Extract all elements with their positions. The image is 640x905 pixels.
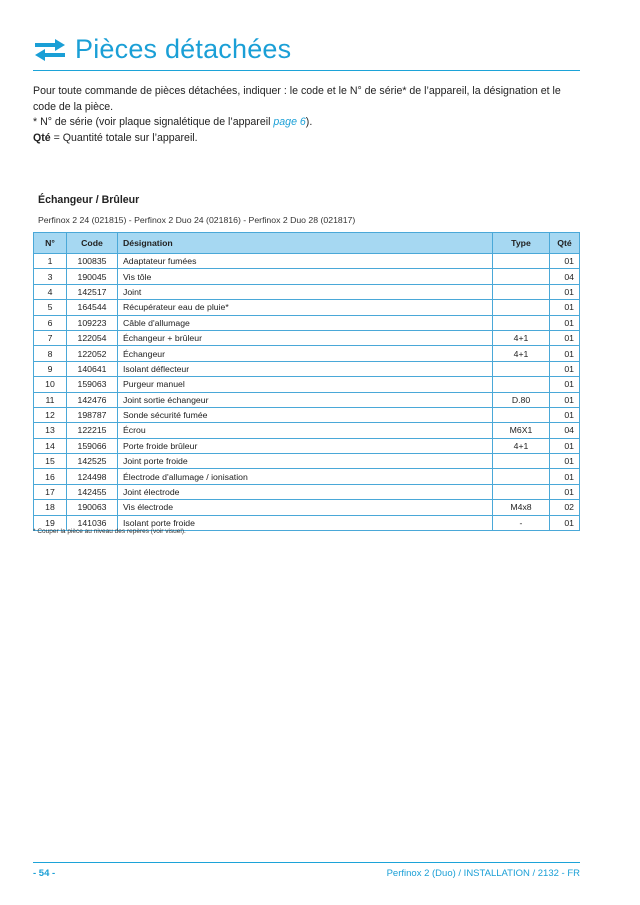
cell-num: 6 <box>34 315 67 330</box>
cell-type: 4+1 <box>493 346 550 361</box>
cell-code: 159063 <box>67 377 118 392</box>
cell-type <box>493 254 550 269</box>
table-row <box>34 454 580 469</box>
cell-designation: Purgeur manuel <box>118 377 493 392</box>
cell-code: 122052 <box>67 346 118 361</box>
cell-qte: 01 <box>550 284 580 299</box>
cell-designation: Échangeur + brûleur <box>118 330 493 345</box>
table-header-row <box>34 233 580 254</box>
table-row <box>34 254 580 269</box>
table-row <box>34 330 580 345</box>
cell-num: 15 <box>34 454 67 469</box>
cell-qte: 01 <box>550 438 580 453</box>
cell-code: 100835 <box>67 254 118 269</box>
cell-type: D.80 <box>493 392 550 407</box>
exchange-arrows-icon <box>33 38 67 62</box>
cell-num: 16 <box>34 469 67 484</box>
table-row <box>34 361 580 376</box>
cell-type <box>493 454 550 469</box>
cell-designation: Câble d'allumage <box>118 315 493 330</box>
cell-code: 190045 <box>67 269 118 284</box>
cell-type <box>493 300 550 315</box>
page-title: Pièces détachées <box>75 34 292 64</box>
cell-type <box>493 315 550 330</box>
cell-designation: Vis électrode <box>118 500 493 515</box>
serial-note <box>33 115 580 131</box>
cell-qte: 01 <box>550 361 580 376</box>
cell-num: 9 <box>34 361 67 376</box>
cell-qte: 01 <box>550 392 580 407</box>
document-reference: Perfinox 2 (Duo) / INSTALLATION / 2132 - FR <box>386 868 580 879</box>
cell-num: 3 <box>34 269 67 284</box>
table-row <box>34 392 580 407</box>
cell-qte: 01 <box>550 469 580 484</box>
table-row <box>34 500 580 515</box>
cell-code: 141036 <box>67 515 118 530</box>
cell-code: 122215 <box>67 423 118 438</box>
header-code: Code <box>67 233 118 254</box>
qte-text: = Quantité totale sur l’appareil. <box>50 131 198 144</box>
cell-type <box>493 377 550 392</box>
table-row <box>34 423 580 438</box>
cell-qte: 01 <box>550 407 580 422</box>
header-designation: Désignation <box>118 233 493 254</box>
cell-designation: Joint sortie échangeur <box>118 392 493 407</box>
cell-type <box>493 269 550 284</box>
cell-num: 18 <box>34 500 67 515</box>
cell-num: 1 <box>34 254 67 269</box>
table-row <box>34 484 580 499</box>
page-header <box>33 34 580 71</box>
parts-table <box>33 232 580 531</box>
serial-note-prefix: * N° de série (voir plaque signalétique de l’appareil <box>33 116 274 128</box>
cell-designation: Isolant porte froide <box>118 515 493 530</box>
table-row <box>34 346 580 361</box>
cell-type <box>493 361 550 376</box>
cell-type <box>493 484 550 499</box>
cell-code: 159066 <box>67 438 118 453</box>
table-row <box>34 469 580 484</box>
footnote: * Couper la pièce au niveau des repères (voir visuel). <box>33 528 186 535</box>
qte-note <box>33 131 580 147</box>
cell-num: 12 <box>34 407 67 422</box>
cell-designation: Sonde sécurité fumée <box>118 407 493 422</box>
header-num: N° <box>34 233 67 254</box>
cell-type <box>493 407 550 422</box>
table-row <box>34 300 580 315</box>
cell-num: 10 <box>34 377 67 392</box>
cell-code: 198787 <box>67 407 118 422</box>
cell-designation: Joint porte froide <box>118 454 493 469</box>
cell-type: 4+1 <box>493 438 550 453</box>
cell-type: M4x8 <box>493 500 550 515</box>
cell-designation: Porte froide brûleur <box>118 438 493 453</box>
cell-qte: 01 <box>550 315 580 330</box>
cell-code: 109223 <box>67 315 118 330</box>
cell-type <box>493 284 550 299</box>
cell-num: 14 <box>34 438 67 453</box>
qte-label: Qté <box>33 131 51 144</box>
table-row <box>34 269 580 284</box>
cell-designation: Isolant déflecteur <box>118 361 493 376</box>
table-row <box>34 377 580 392</box>
cell-designation: Joint <box>118 284 493 299</box>
cell-qte: 01 <box>550 254 580 269</box>
cell-designation: Électrode d'allumage / ionisation <box>118 469 493 484</box>
table-row <box>34 438 580 453</box>
cell-qte: 01 <box>550 300 580 315</box>
cell-designation: Récupérateur eau de pluie* <box>118 300 493 315</box>
cell-code: 142517 <box>67 284 118 299</box>
intro-paragraph: Pour toute commande de pièces détachées, indiquer : le code et le N° de série* de l’appareil, la désignation et le code de la pièce. <box>33 85 561 113</box>
cell-code: 142525 <box>67 454 118 469</box>
cell-code: 190063 <box>67 500 118 515</box>
cell-type: M6X1 <box>493 423 550 438</box>
cell-code: 140641 <box>67 361 118 376</box>
cell-num: 11 <box>34 392 67 407</box>
models-line: Perfinox 2 24 (021815) - Perfinox 2 Duo 24 (021816) - Perfinox 2 Duo 28 (021817) <box>38 215 356 225</box>
cell-code: 142476 <box>67 392 118 407</box>
cell-qte: 04 <box>550 423 580 438</box>
intro-text <box>33 84 580 146</box>
cell-code: 142455 <box>67 484 118 499</box>
cell-num: 4 <box>34 284 67 299</box>
cell-type <box>493 469 550 484</box>
header-qte: Qté <box>550 233 580 254</box>
table-row <box>34 284 580 299</box>
cell-designation: Échangeur <box>118 346 493 361</box>
page-number: - 54 - <box>33 868 56 879</box>
cell-num: 8 <box>34 346 67 361</box>
cell-num: 7 <box>34 330 67 345</box>
cell-qte: 02 <box>550 500 580 515</box>
cell-designation: Adaptateur fumées <box>118 254 493 269</box>
cell-qte: 01 <box>550 484 580 499</box>
cell-qte: 01 <box>550 346 580 361</box>
cell-num: 17 <box>34 484 67 499</box>
cell-qte: 04 <box>550 269 580 284</box>
cell-designation: Vis tôle <box>118 269 493 284</box>
table-body <box>34 254 580 531</box>
cell-type: 4+1 <box>493 330 550 345</box>
cell-code: 164544 <box>67 300 118 315</box>
cell-num: 5 <box>34 300 67 315</box>
cell-code: 124498 <box>67 469 118 484</box>
section-title: Échangeur / Brûleur <box>38 194 140 206</box>
cell-code: 122054 <box>67 330 118 345</box>
cell-num: 19 <box>34 515 67 530</box>
cell-qte: 01 <box>550 515 580 530</box>
cell-designation: Écrou <box>118 423 493 438</box>
cell-designation: Joint électrode <box>118 484 493 499</box>
cell-qte: 01 <box>550 454 580 469</box>
table-row <box>34 315 580 330</box>
cell-type: - <box>493 515 550 530</box>
page-6-link[interactable]: page 6 <box>273 116 306 128</box>
cell-num: 13 <box>34 423 67 438</box>
cell-qte: 01 <box>550 377 580 392</box>
cell-qte: 01 <box>550 330 580 345</box>
serial-note-suffix: ). <box>305 116 313 128</box>
header-type: Type <box>493 233 550 254</box>
page-footer <box>33 862 580 879</box>
table-row <box>34 407 580 422</box>
